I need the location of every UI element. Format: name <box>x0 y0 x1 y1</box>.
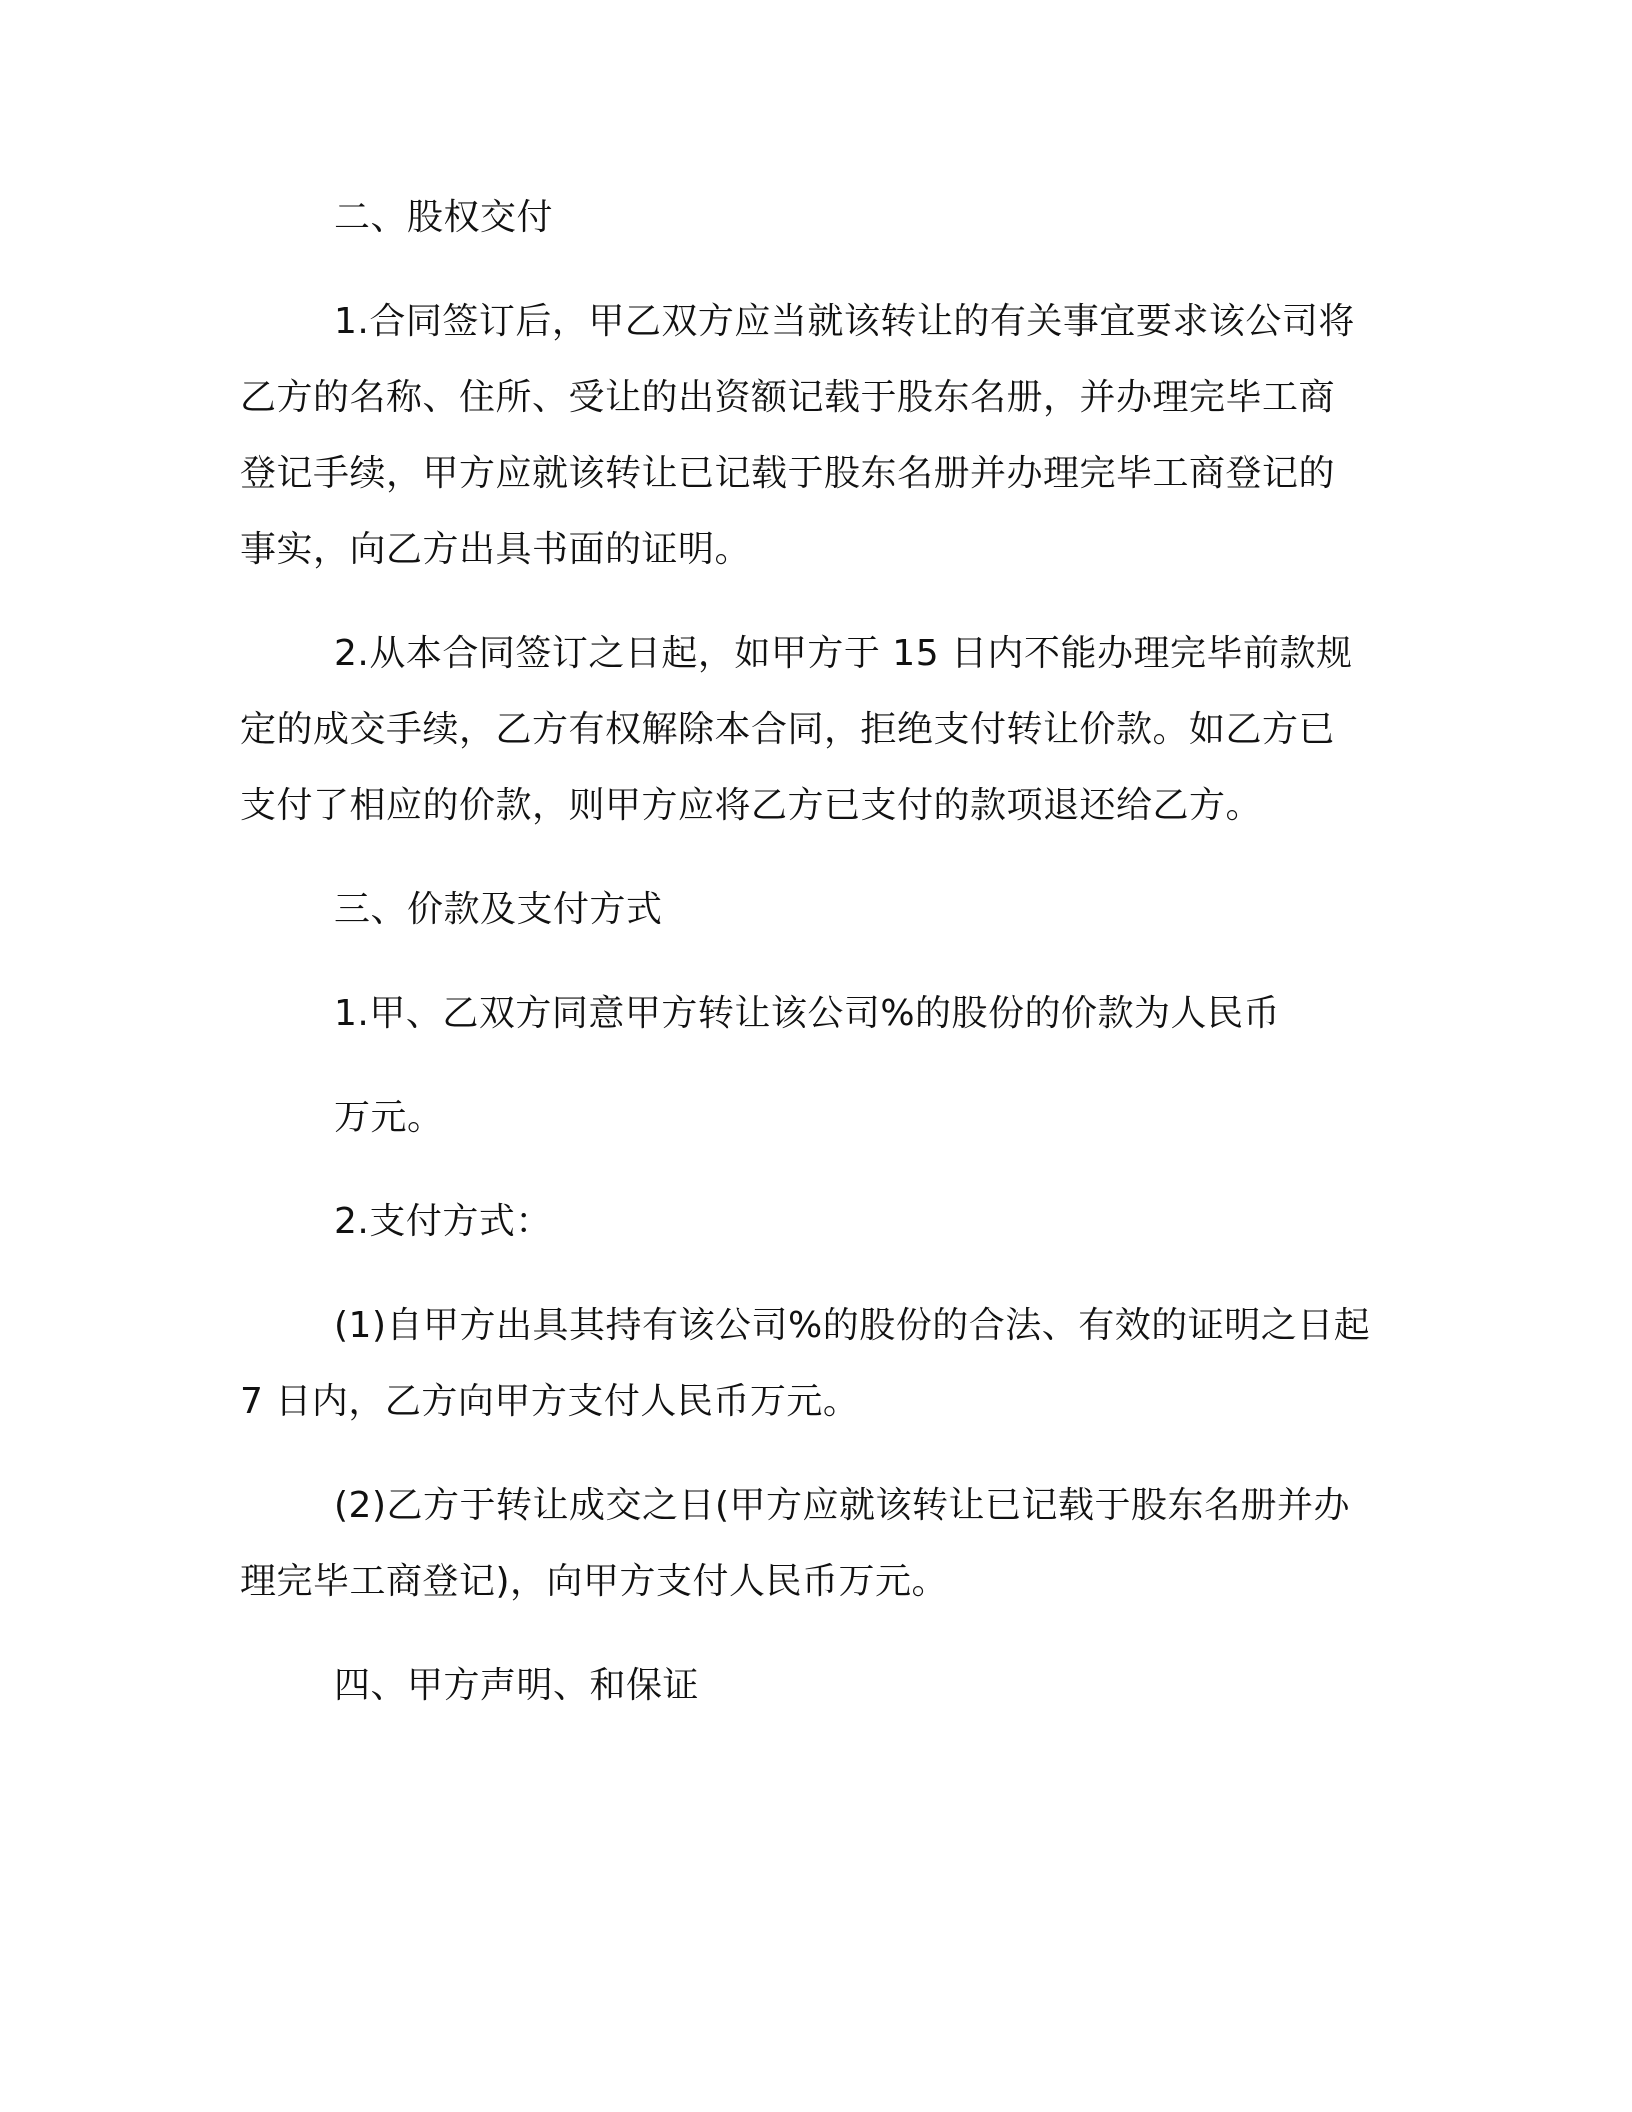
paragraph-2-2-line-3: 支付了相应的价款，则甲方应将乙方已支付的款项退还给乙方。 <box>240 785 1263 826</box>
section-heading-2: 二、股权交付 <box>334 197 554 238</box>
paragraph-3-1-line-2: 万元。 <box>334 1097 444 1138</box>
paragraph-3-2: 2.支付方式： <box>334 1201 552 1242</box>
paragraph-2-1-line-3: 登记手续，甲方应就该转让已记载于股东名册并办理完毕工商登记的 <box>240 453 1336 494</box>
paragraph-2-2-line-2: 定的成交手续，乙方有权解除本合同，拒绝支付转让价款。如乙方已 <box>240 709 1336 750</box>
paragraph-2-1-line-2: 乙方的名称、住所、受让的出资额记载于股东名册，并办理完毕工商 <box>240 377 1336 418</box>
paragraph-3-2-2-line-2: 理完毕工商登记)，向甲方支付人民币万元。 <box>240 1561 949 1602</box>
paragraph-3-2-2-line-1: (2)乙方于转让成交之日(甲方应就该转让已记载于股东名册并办 <box>334 1485 1351 1526</box>
paragraph-2-2-line-1: 2.从本合同签订之日起，如甲方于 15 日内不能办理完毕前款规 <box>334 633 1353 674</box>
paragraph-2-1-line-1: 1.合同签订后，甲乙双方应当就该转让的有关事宜要求该公司将 <box>334 301 1355 342</box>
paragraph-2-1-line-4: 事实，向乙方出具书面的证明。 <box>240 529 752 570</box>
paragraph-3-2-1-line-2: 7 日内，乙方向甲方支付人民币万元。 <box>240 1381 860 1422</box>
section-heading-4: 四、甲方声明、和保证 <box>334 1665 700 1706</box>
paragraph-3-2-1-line-1: (1)自甲方出具其持有该公司%的股份的合法、有效的证明之日起 <box>334 1305 1371 1346</box>
paragraph-3-1-line-1: 1.甲、乙双方同意甲方转让该公司%的股份的价款为人民币 <box>334 993 1281 1034</box>
section-heading-3: 三、价款及支付方式 <box>334 889 663 930</box>
